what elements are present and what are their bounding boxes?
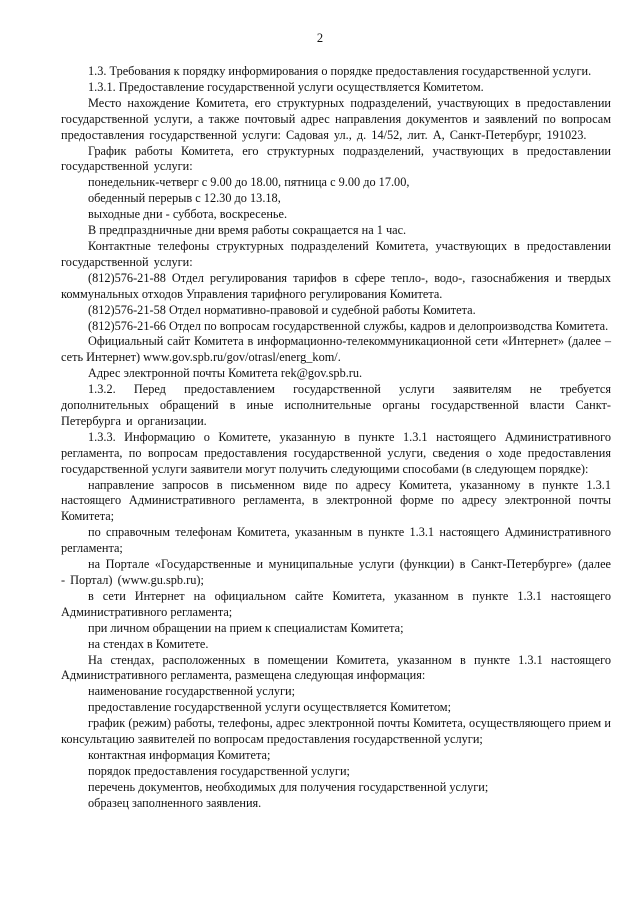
- list-item: порядок предоставления государственной услуги;: [88, 763, 350, 778]
- paragraph: Адрес электронной почты Комитета rek@gov.spb.ru.: [88, 366, 363, 381]
- list-item: обеденный перерыв с 12.30 до 13.18,: [88, 191, 281, 206]
- paragraph: 1.3.3. Информацию о Комитете, указанную в пункте 1.3.1 настоящего Административного регламента, по вопросам предоставления государственной услуги, сведения о ходе предоставления государственной услуги заявители могут получить следующими способами (в следующем порядке):: [61, 429, 611, 476]
- paragraph: Место нахождение Комитета, его структурных подразделений, участвующих в предоставлении государственной услуги, а также почтовый адрес направления документов и заявлений по вопросам предоставления государственной услуги: Садовая ул., д. 14/52, лит. А, Санкт-Петербург, 191023.: [61, 95, 611, 142]
- list-item: при личном обращении на прием к специалистам Комитета;: [88, 620, 404, 635]
- list-item: выходные дни - суббота, воскресенье.: [88, 207, 288, 222]
- paragraph: Контактные телефоны структурных подразделений Комитета, участвующих в предоставлении государственной услуги:: [61, 238, 611, 269]
- list-item: понедельник-четверг с 9.00 до 18.00, пятница с 9.00 до 17.00,: [88, 175, 410, 190]
- list-item: график (режим) работы, телефоны, адрес электронной почты Комитета, осуществляющего прием и консультацию заявителей по вопросам предоставления государственной услуги;: [61, 716, 611, 747]
- paragraph: 1.3.2. Перед предоставлением государственной услуги заявителям не требуется дополнительных обращений в иные исполнительные органы государственной власти Санкт-Петербурга и организации.: [61, 382, 611, 428]
- section-heading: 1.3. Требования к порядку информирования о порядке предоставления государственной услуги.: [88, 64, 592, 78]
- list-item: образец заполненного заявления.: [88, 795, 262, 810]
- list-item: предоставление государственной услуги осуществляется Комитетом;: [88, 700, 452, 715]
- phone-entry: (812)576-21-88 Отдел регулирования тарифов в сфере тепло-, водо-, газоснабжения и твердых коммунальных отходов Управления тарифного регулирования Комитета.: [61, 270, 611, 301]
- list-item: перечень документов, необходимых для получения государственной услуги;: [88, 779, 489, 794]
- paragraph: 1.3.1. Предоставление государственной услуги осуществляется Комитетом.: [88, 79, 484, 94]
- list-item: направление запросов в письменном виде по адресу Комитета, указанному в пункте 1.3.1 настоящего Административного регламента, в электронной форме по адресу электронной почты Комитета;: [61, 477, 611, 524]
- list-item: на стендах в Комитете.: [88, 636, 209, 651]
- paragraph: В предпраздничные дни время работы сокращается на 1 час.: [88, 223, 407, 238]
- list-item: в сети Интернет на официальном сайте Комитета, указанном в пункте 1.3.1 настоящего Административного регламента;: [61, 588, 611, 619]
- paragraph: На стендах, расположенных в помещении Комитета, указанном в пункте 1.3.1 настоящего Административного регламента, размещена следующая информация:: [61, 652, 611, 683]
- list-item: на Портале «Государственные и муниципальные услуги (функции) в Санкт-Петербурге» (далее - Портал) (www.gu.spb.ru);: [61, 557, 611, 587]
- phone-entry: (812)576-21-66 Отдел по вопросам государственной службы, кадров и делопроизводства Комитета.: [88, 318, 609, 333]
- page-body: [61, 64, 611, 812]
- page-number: 2: [316, 31, 324, 45]
- paragraph: Официальный сайт Комитета в информационно-телекоммуникационной сети «Интернет» (далее – сеть Интернет) www.gov.spb.ru/gov/otrasl/energ_kom/.: [61, 334, 611, 365]
- phone-entry: (812)576-21-58 Отдел нормативно-правовой и судебной работы Комитета.: [88, 302, 476, 317]
- list-item: наименование государственной услуги;: [88, 684, 296, 699]
- list-item: по справочным телефонам Комитета, указанным в пункте 1.3.1 настоящего Административного регламента;: [61, 525, 611, 556]
- paragraph: График работы Комитета, его структурных подразделений, участвующих в предоставлении государственной услуги:: [61, 143, 611, 174]
- list-item: контактная информация Комитета;: [88, 747, 271, 762]
